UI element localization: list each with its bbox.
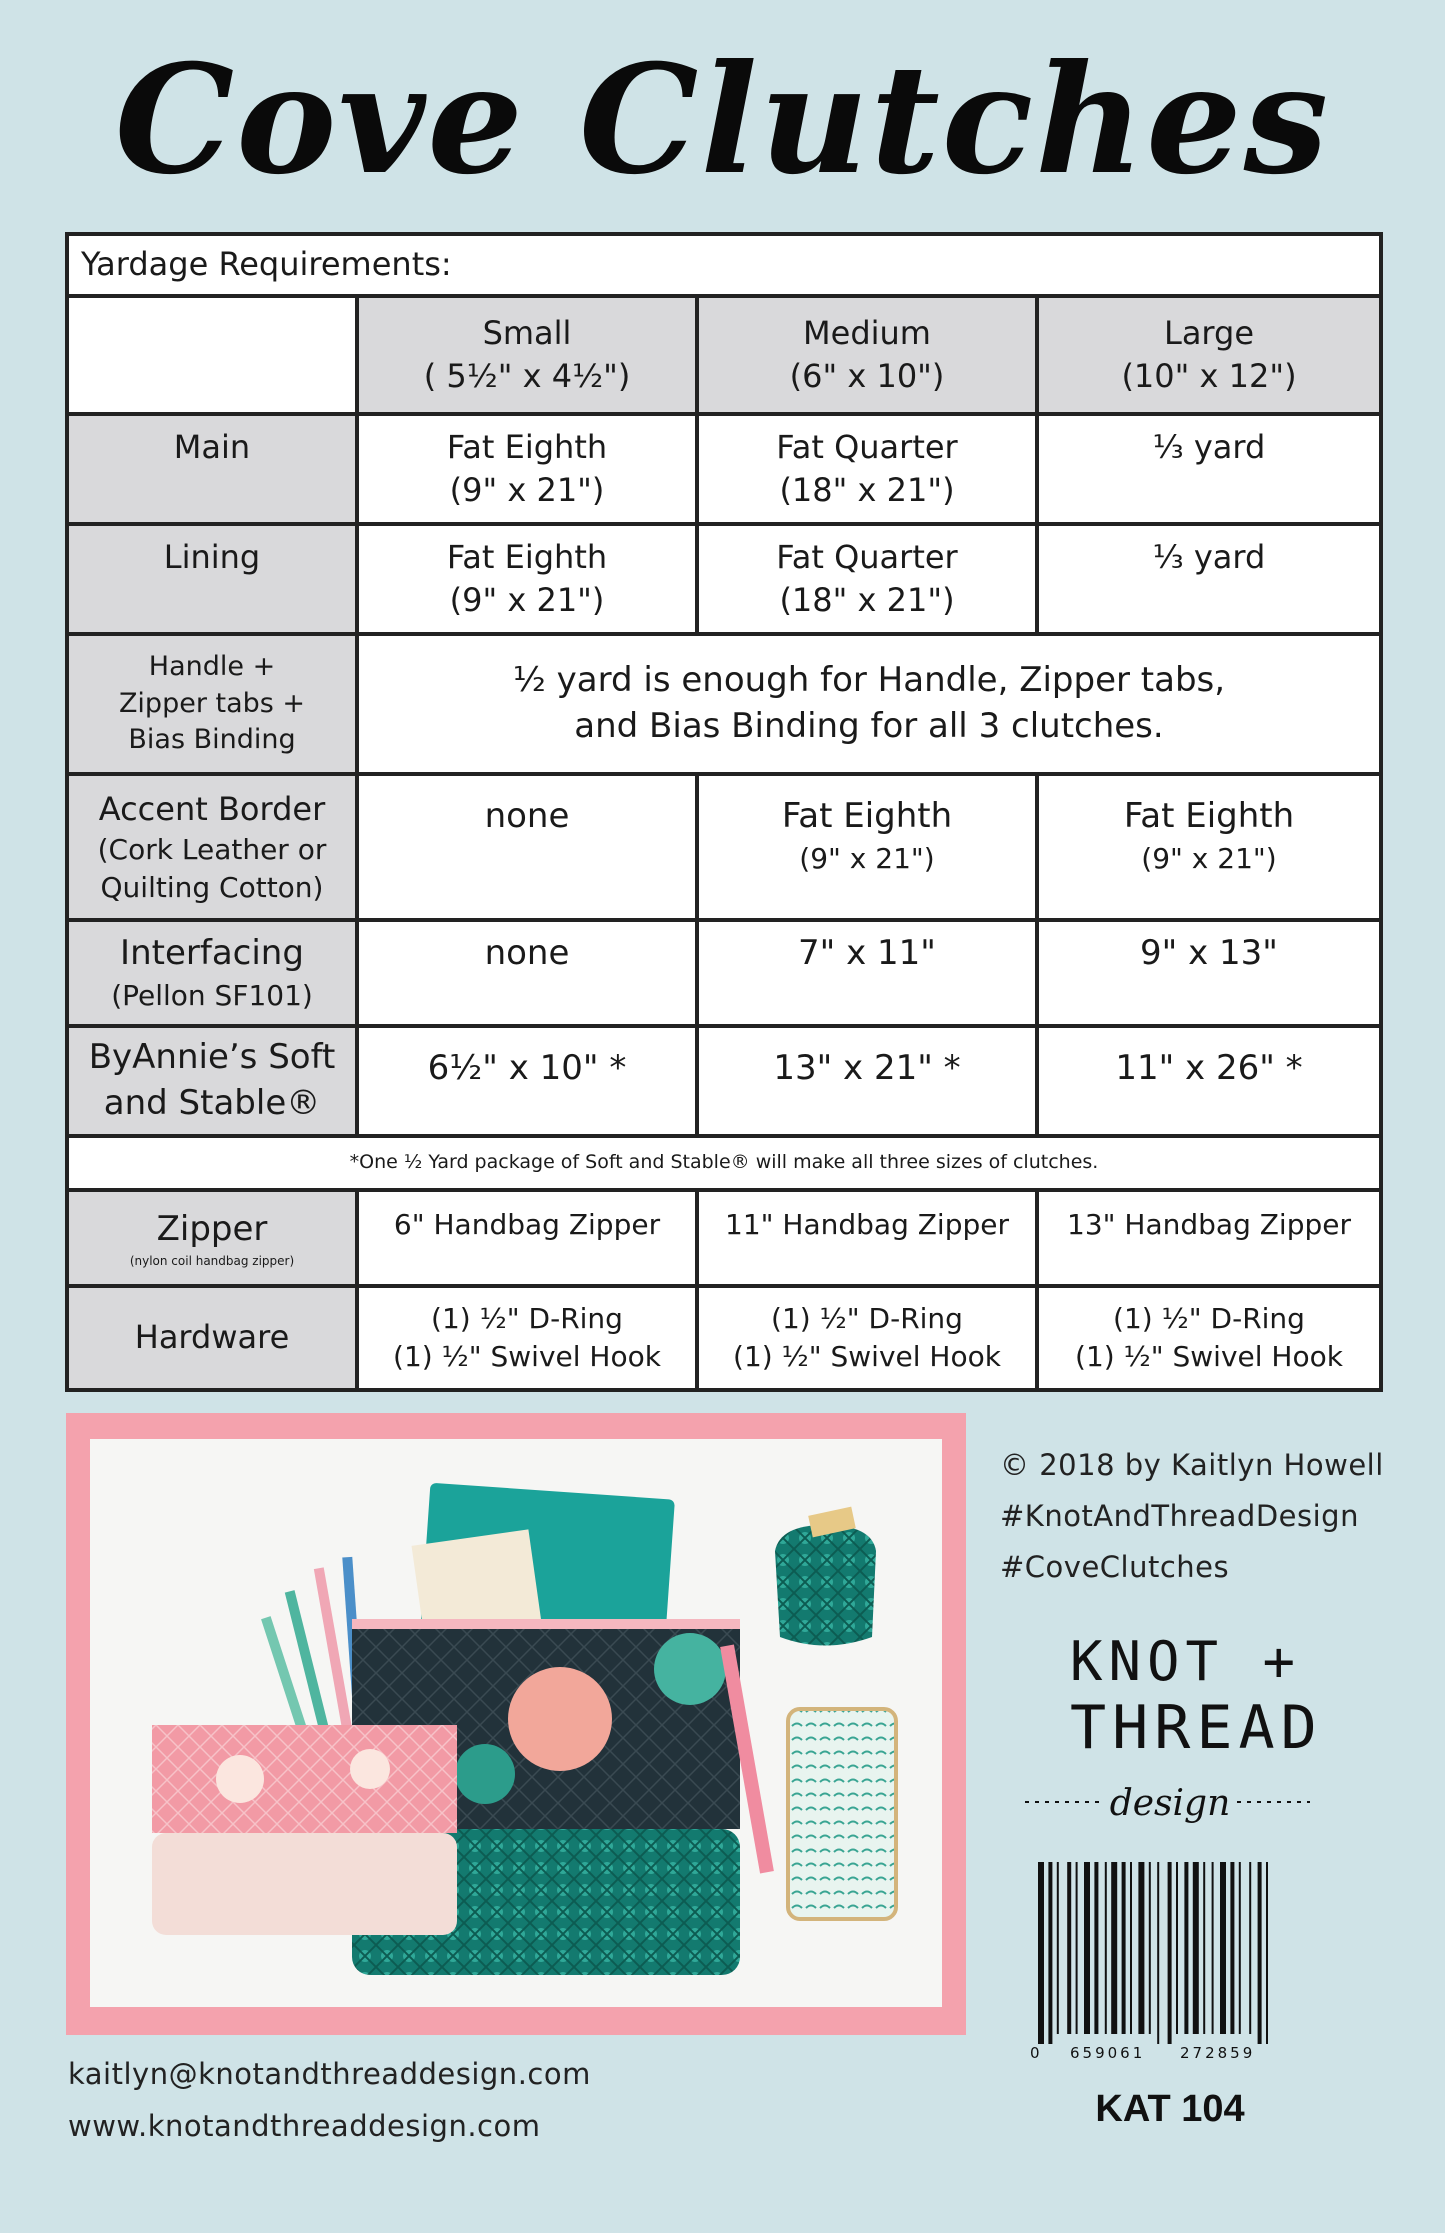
accent-large-cell: Fat Eighth (9" x 21") <box>1037 774 1381 920</box>
hardware-medium-cell: (1) ½" D-Ring (1) ½" Swivel Hook <box>697 1286 1037 1390</box>
interfacing-small-cell: none <box>357 920 697 1026</box>
soft-stable-footnote: *One ½ Yard package of Soft and Stable® will make all three sizes of clutches. <box>67 1136 1381 1190</box>
table-row <box>67 1136 1381 1190</box>
hardware-large-cell: (1) ½" D-Ring (1) ½" Swivel Hook <box>1037 1286 1381 1390</box>
hashtag-coveclutches: #CoveClutches <box>1000 1550 1230 1584</box>
hardware-small-cell: (1) ½" D-Ring (1) ½" Swivel Hook <box>357 1286 697 1390</box>
table-row <box>67 524 1381 634</box>
page-title: Cove Clutches <box>114 32 1331 208</box>
credits-block <box>1000 1440 1430 1593</box>
clutches-illustration <box>90 1439 942 2007</box>
main-small-cell: Fat Eighth (9" x 21") <box>357 414 697 524</box>
accent-medium-cell: Fat Eighth (9" x 21") <box>697 774 1037 920</box>
yardage-table <box>65 232 1383 1392</box>
row-label-main: Main <box>67 414 357 524</box>
product-photo-frame <box>66 1413 966 2035</box>
barcode-digit-left: 0 <box>1030 2044 1040 2062</box>
contact-website[interactable]: www.knotandthreaddesign.com <box>68 2109 541 2143</box>
size-header-small: Small ( 5½" x 4½") <box>357 296 697 414</box>
barcode-group-1: 659061 <box>1070 2044 1146 2062</box>
byannie-medium-cell: 13" x 21" * <box>697 1026 1037 1136</box>
knot-thread-logo <box>1015 1620 1315 1840</box>
logo-line-design: design <box>1109 1783 1231 1824</box>
table-row <box>67 414 1381 524</box>
lining-medium-cell: Fat Quarter (18" x 21") <box>697 524 1037 634</box>
lining-small-cell: Fat Eighth (9" x 21") <box>357 524 697 634</box>
zipper-medium-cell: 11" Handbag Zipper <box>697 1190 1037 1286</box>
barcode-group-2: 272859 <box>1180 2044 1256 2062</box>
byannie-small-cell: 6½" x 10" * <box>357 1026 697 1136</box>
barcode <box>1030 1862 1300 2062</box>
size-header-large: Large (10" x 12") <box>1037 296 1381 414</box>
row-label-accent: Accent Border (Cork Leather or Quilting Cotton) <box>67 774 357 920</box>
handle-note-cell: ½ yard is enough for Handle, Zipper tabs, and Bias Binding for all 3 clutches. <box>357 634 1381 774</box>
zipper-small-cell: 6" Handbag Zipper <box>357 1190 697 1286</box>
copyright-text: © 2018 by Kaitlyn Howell <box>1000 1448 1384 1482</box>
empty-corner-cell <box>67 296 357 414</box>
size-header-medium: Medium (6" x 10") <box>697 296 1037 414</box>
row-label-interfacing: Interfacing (Pellon SF101) <box>67 920 357 1026</box>
interfacing-medium-cell: 7" x 11" <box>697 920 1037 1026</box>
table-row <box>67 774 1381 920</box>
sku-code: KAT 104 <box>1095 2088 1245 2130</box>
contact-email[interactable]: kaitlyn@knotandthreaddesign.com <box>68 2057 591 2091</box>
table-row <box>67 920 1381 1026</box>
table-row <box>67 1286 1381 1390</box>
table-row <box>67 1190 1381 1286</box>
byannie-large-cell: 11" x 26" * <box>1037 1026 1381 1136</box>
logo-line-knot: KNOT + <box>1070 1630 1302 1693</box>
row-label-hardware: Hardware <box>67 1286 357 1390</box>
main-medium-cell: Fat Quarter (18" x 21") <box>697 414 1037 524</box>
logo-line-thread: THREAD <box>1070 1693 1315 1763</box>
table-row <box>67 1026 1381 1136</box>
zipper-large-cell: 13" Handbag Zipper <box>1037 1190 1381 1286</box>
product-photo <box>90 1439 942 2007</box>
contact-block <box>68 2048 591 2152</box>
lining-large-cell: ⅓ yard <box>1037 524 1381 634</box>
main-large-cell: ⅓ yard <box>1037 414 1381 524</box>
table-caption: Yardage Requirements: <box>67 234 1381 296</box>
accent-small-cell: none <box>357 774 697 920</box>
row-label-handle: Handle + Zipper tabs + Bias Binding <box>67 634 357 774</box>
logo-graphic <box>1015 1620 1315 1840</box>
table-row <box>67 634 1381 774</box>
interfacing-large-cell: 9" x 13" <box>1037 920 1381 1026</box>
row-label-byannie: ByAnnie’s Soft and Stable® <box>67 1026 357 1136</box>
hashtag-knotandthread: #KnotAndThreadDesign <box>1000 1499 1359 1533</box>
table-row <box>67 296 1381 414</box>
barcode-bars <box>1030 1862 1300 2062</box>
row-label-zipper: Zipper (nylon coil handbag zipper) <box>67 1190 357 1286</box>
row-label-lining: Lining <box>67 524 357 634</box>
